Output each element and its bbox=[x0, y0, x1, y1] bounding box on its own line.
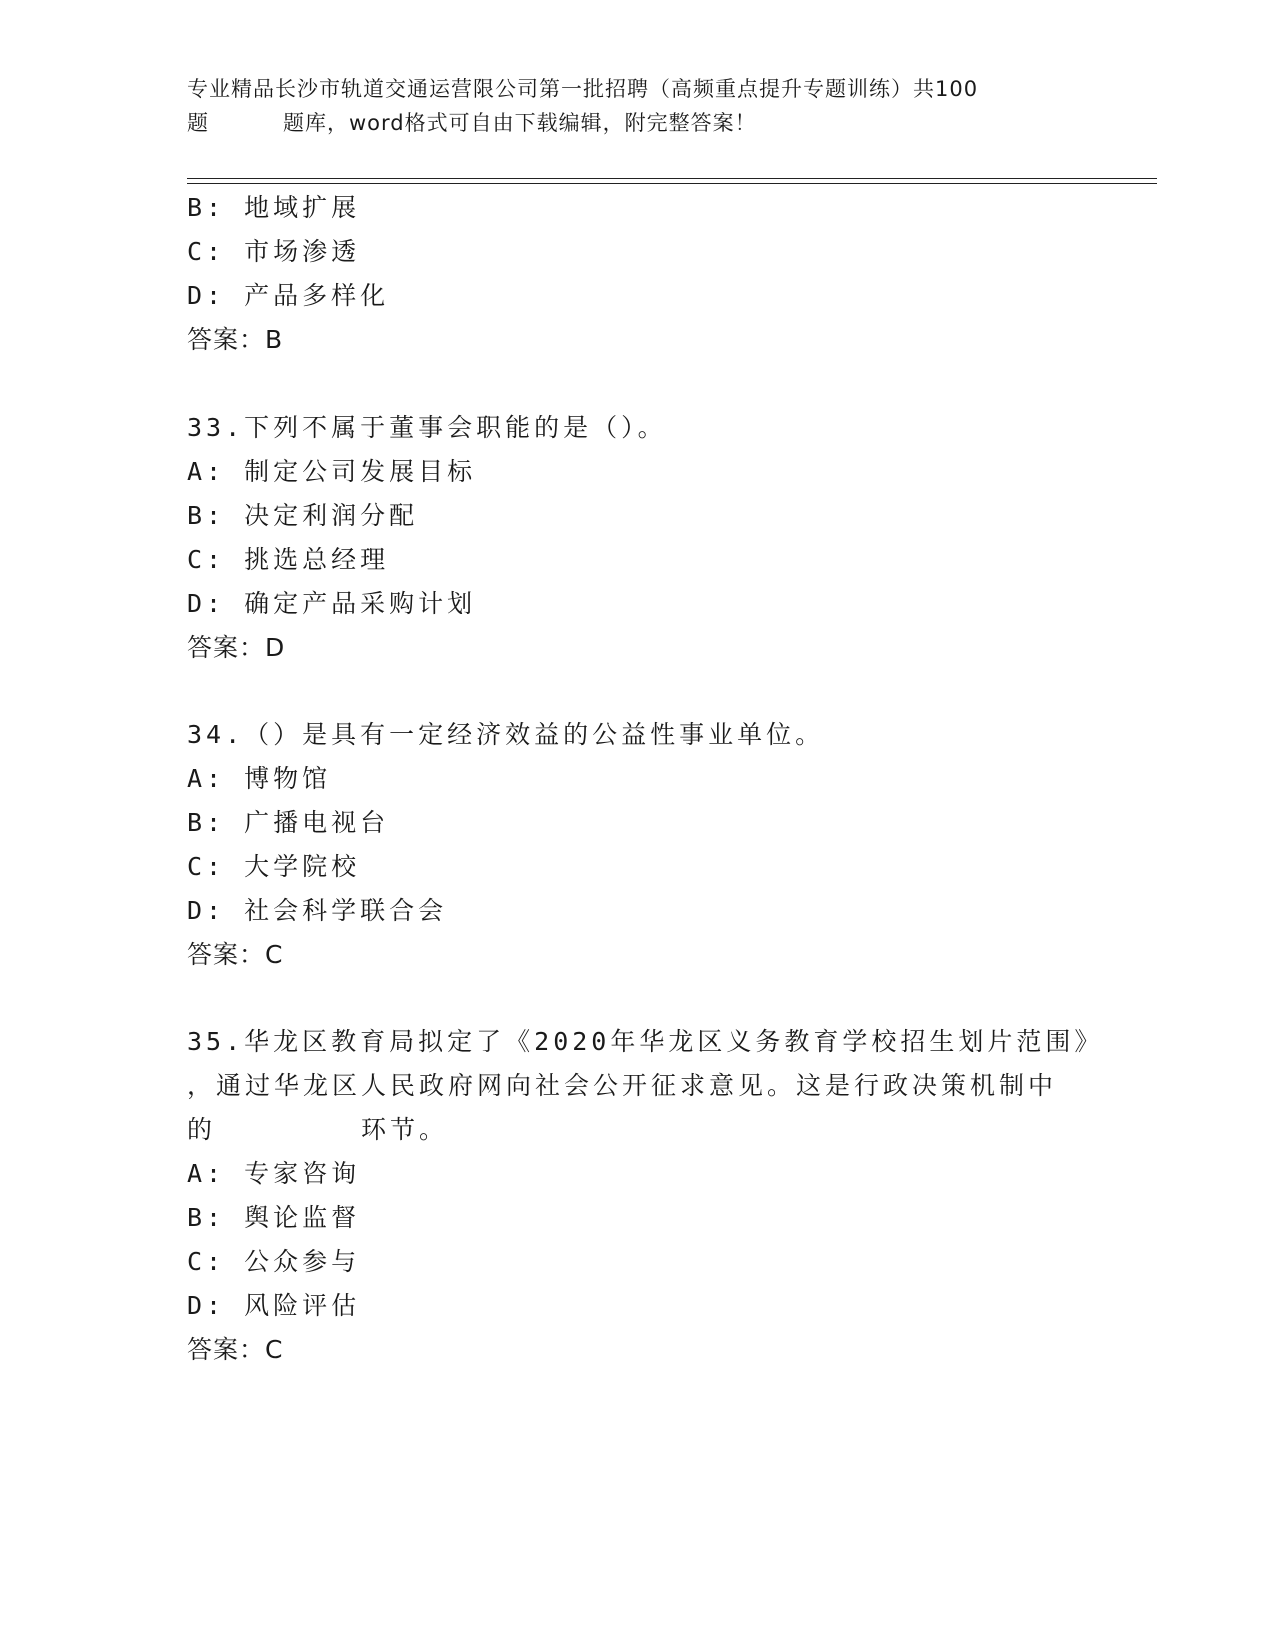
q33-stem: 33.下列不属于董事会职能的是（）。 bbox=[187, 413, 667, 442]
q35-option-b: B: 舆论监督 bbox=[187, 1203, 361, 1232]
q33-answer: 答案：D bbox=[187, 633, 286, 662]
header-title-prefix: 题 bbox=[187, 111, 209, 135]
q34-answer: 答案：C bbox=[187, 940, 284, 969]
header-divider-top bbox=[187, 178, 1157, 179]
q35-stem-line3 bbox=[187, 1110, 448, 1146]
q32-option-d: D: 产品多样化 bbox=[187, 281, 390, 310]
q35-option-c: C: 公众参与 bbox=[187, 1247, 361, 1276]
q34-option-b: B: 广播电视台 bbox=[187, 808, 390, 837]
document-header bbox=[187, 72, 1087, 140]
q35-answer: 答案：C bbox=[187, 1335, 284, 1364]
q33-option-a: A: 制定公司发展目标 bbox=[187, 457, 477, 486]
q34-option-a: A: 博物馆 bbox=[187, 764, 332, 793]
header-title-line1: 专业精品长沙市轨道交通运营限公司第一批招聘（高频重点提升专题训练）共100 bbox=[187, 77, 979, 101]
q32-answer: 答案：B bbox=[187, 325, 284, 354]
q35-option-d: D: 风险评估 bbox=[187, 1291, 361, 1320]
q34-option-d: D: 社会科学联合会 bbox=[187, 896, 448, 925]
q35-option-a: A: 专家咨询 bbox=[187, 1159, 361, 1188]
header-divider-bottom bbox=[187, 183, 1157, 184]
q32-option-b: B: 地域扩展 bbox=[187, 193, 361, 222]
q35-stem-line3-end: 环节。 bbox=[361, 1115, 449, 1144]
q34-stem: 34.（）是具有一定经济效益的公益性事业单位。 bbox=[187, 720, 825, 749]
q33-option-c: C: 挑选总经理 bbox=[187, 545, 390, 574]
q34-option-c: C: 大学院校 bbox=[187, 852, 361, 881]
header-title-line2 bbox=[187, 106, 1087, 140]
header-title-rest: 题库，word格式可自由下载编辑，附完整答案！ bbox=[283, 111, 757, 135]
q35-stem-line2: ，通过华龙区人民政府网向社会公开征求意见。这是行政决策机制中 bbox=[187, 1071, 1058, 1100]
q35-stem-line3-start: 的 bbox=[187, 1115, 217, 1144]
q32-option-c: C: 市场渗透 bbox=[187, 237, 361, 266]
q35-stem-line1: 35.华龙区教育局拟定了《2020年华龙区义务教育学校招生划片范围》 bbox=[187, 1027, 1104, 1056]
q33-option-d: D: 确定产品采购计划 bbox=[187, 589, 477, 618]
q33-option-b: B: 决定利润分配 bbox=[187, 501, 419, 530]
